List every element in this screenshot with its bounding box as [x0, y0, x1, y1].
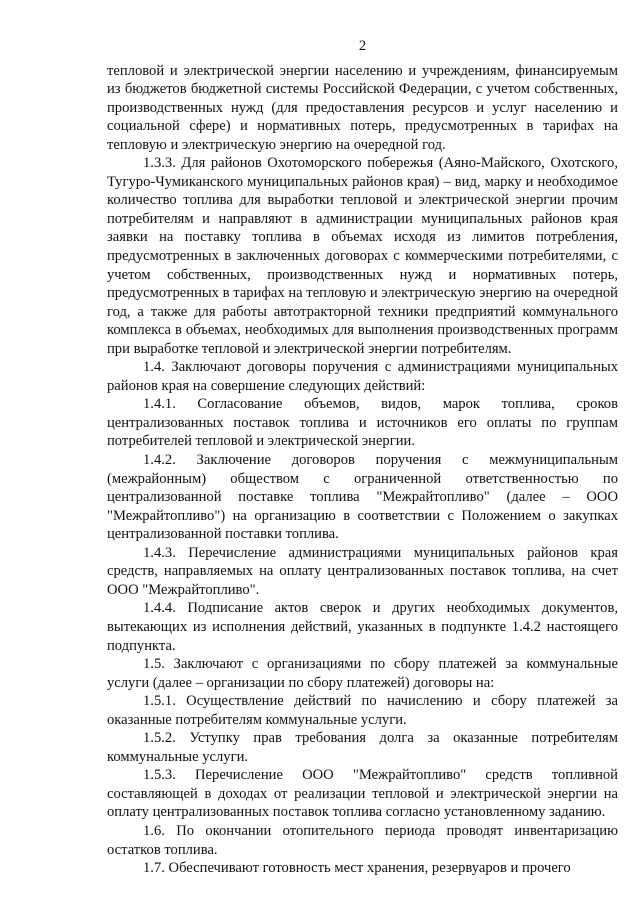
paragraph-1-5-2: 1.5.2. Уступку прав требования долга за оказанные потребителям коммунальные услуги.	[107, 730, 618, 765]
paragraph-1-4-3: 1.4.3. Перечисление администрациями муниципальных районов края средств, направляемых на оплату централизованных поставок топлива, на счет ООО "Межрайтопливо".	[107, 544, 618, 598]
paragraph-1-4-4: 1.4.4. Подписание актов сверок и других необходимых документов, вытекающих из исполнения действий, указанных в подпункте 1.4.2 настоящего подпункта.	[107, 600, 618, 654]
paragraph-1-7: 1.7. Обеспечивают готовность мест хранения, резервуаров и прочего	[143, 860, 571, 877]
paragraph-1-6: 1.6. По окончании отопительного периода проводят инвентаризацию остатков топлива.	[107, 822, 618, 858]
paragraph-1-5: 1.5. Заключают с организациями по сбору платежей за коммунальные услуги (далее – организации по сбору платежей) договоры на:	[107, 656, 618, 691]
paragraph-1-4-1: 1.4.1. Согласование объемов, видов, марок топлива, сроков централизованных поставок топлива и источников его оплаты по группам потребителей тепловой и электрической энергии.	[107, 396, 618, 450]
paragraph-1-5-1: 1.5.1. Осуществление действий по начислению и сбору платежей за оказанные потребителям коммунальные услуги.	[107, 693, 618, 728]
paragraph-1-3-3: 1.3.3. Для районов Охотоморского побережья (Аяно-Майского, Охотского, Тугуро-Чумиканского муниципальных районов края) – вид, марку и необходимое количество топлива для выработки тепловой и электрической энергии прочим потребителям и направляют в администрации муниципальных районов края заявки на поставку топлива в объемах исходя из лимитов потребления, предусмотренных в заключенных договорах с коммерческими потребителями, с учетом собственных, производственных нужд и нормативных потерь, предусмотренных в тарифах на тепловую и электрическую энергию на очередной год, а также для работы автотракторной техники предприятий коммунального комплекса в объемах, необходимых для выполнения производственных программ при выработке тепловой и электрической энергии потребителям.	[107, 155, 618, 357]
paragraph-1-4-2: 1.4.2. Заключение договоров поручения с межмуниципальным (межрайонным) обществом с ограниченной ответственностью по централизованной поставке топлива "Межрайтопливо" (далее – ООО "Межрайтопливо") на организацию в соответствии с Положением о закупках централизованной поставки топлива.	[107, 452, 618, 543]
paragraph-continuation: тепловой и электрической энергии населению и учреждениям, финансируемым из бюджетов бюджетной системы Российской Федерации, с учетом собственных, производственных нужд (для предоставления ресурсов и услуг населению и социальной сфере) и нормативных потерь, предусмотренных в тарифах на тепловую и электрическую энергию на очередной год.	[107, 62, 618, 153]
paragraph-1-4: 1.4. Заключают договоры поручения с администрациями муниципальных районов края на совершение следующих действий:	[107, 359, 618, 394]
paragraph-1-5-3: 1.5.3. Перечисление ООО "Межрайтопливо" средств топливной составляющей в доходах от реализации тепловой и электрической энергии на оплату централизованных поставок топлива согласно установленному заданию.	[107, 767, 618, 821]
page-number: 2	[358, 38, 367, 54]
